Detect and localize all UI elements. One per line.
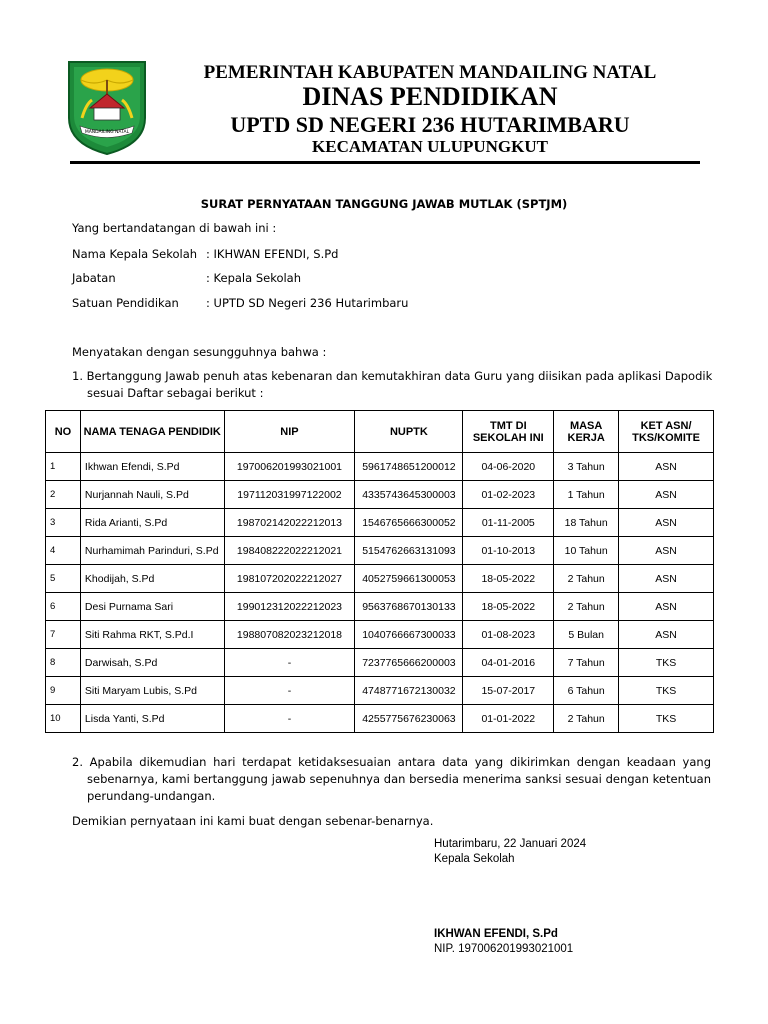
header-tmt: TMT DI SEKOLAH INI [463, 411, 554, 453]
cell-nama: Desi Purnama Sari [80, 593, 224, 621]
cell-tmt: 18-05-2022 [463, 565, 554, 593]
cell-nip: 198107202022212027 [224, 565, 355, 593]
cell-nuptk: 9563768670130133 [355, 593, 463, 621]
cell-masa: 5 Bulan [554, 621, 619, 649]
table-row [46, 705, 714, 733]
cell-masa: 7 Tahun [554, 649, 619, 677]
point-1-line-2: sesuai Daftar sebagai berikut : [87, 386, 264, 400]
cell-nama: Rida Arianti, S.Pd [80, 509, 224, 537]
document-title: SURAT PERNYATAAN TANGGUNG JAWAB MUTLAK (SPTJM) [200, 197, 568, 211]
cell-masa: 2 Tahun [554, 705, 619, 733]
table-body [46, 453, 714, 733]
cell-nuptk: 5154762663131093 [355, 537, 463, 565]
signature-place-date: Hutarimbaru, 22 Januari 2024 [434, 838, 587, 850]
cell-nuptk: 1040766667300033 [355, 621, 463, 649]
cell-no: 9 [46, 677, 81, 705]
cell-ket: ASN [619, 537, 714, 565]
field-label-school: Satuan Pendidikan [72, 296, 179, 310]
cell-nip: - [224, 705, 355, 733]
cell-nuptk: 1546765666300052 [355, 509, 463, 537]
cell-nama: Nurjannah Nauli, S.Pd [80, 481, 224, 509]
cell-no: 6 [46, 593, 81, 621]
table-row [46, 509, 714, 537]
cell-tmt: 01-10-2013 [463, 537, 554, 565]
letterhead-school: UPTD SD NEGERI 236 HUTARIMBARU [230, 112, 630, 137]
table-header-row [46, 411, 714, 453]
signature-name: IKHWAN EFENDI, S.Pd [434, 928, 558, 940]
field-value-position: : Kepala Sekolah [206, 271, 302, 285]
cell-nip: - [224, 649, 355, 677]
cell-nama: Khodijah, S.Pd [80, 565, 224, 593]
table-row [46, 481, 714, 509]
cell-no: 5 [46, 565, 81, 593]
point-2-text: 2. Apabila dikemudian hari terdapat ketidaksesuaian antara data yang dikirimkan dengan keadaan yang sebenarnya, kami bertanggung jawab sepenuhnya dan bersedia menerima sanksi sesuai dengan ketentuan perundang-undangan. [72, 755, 711, 803]
cell-tmt: 01-02-2023 [463, 481, 554, 509]
header-nuptk: NUPTK [355, 411, 463, 453]
header-no: NO [46, 411, 81, 453]
cell-no: 1 [46, 453, 81, 481]
cell-tmt: 01-01-2022 [463, 705, 554, 733]
header-name: NAMA TENAGA PENDIDIK [80, 411, 224, 453]
letterhead-district: KECAMATAN ULUPUNGKUT [312, 137, 548, 156]
cell-ket: ASN [619, 565, 714, 593]
cell-no: 8 [46, 649, 81, 677]
cell-nip: 198807082023212018 [224, 621, 355, 649]
cell-masa: 6 Tahun [554, 677, 619, 705]
table-row [46, 677, 714, 705]
cell-ket: ASN [619, 593, 714, 621]
table-row [46, 649, 714, 677]
cell-nip: - [224, 677, 355, 705]
cell-nama: Ikhwan Efendi, S.Pd [80, 453, 224, 481]
cell-tmt: 01-08-2023 [463, 621, 554, 649]
cell-nuptk: 4255775676230063 [355, 705, 463, 733]
cell-ket: ASN [619, 453, 714, 481]
cell-masa: 1 Tahun [554, 481, 619, 509]
table-row [46, 621, 714, 649]
table-row [46, 593, 714, 621]
cell-no: 3 [46, 509, 81, 537]
intro-text: Yang bertandatangan di bawah ini : [72, 221, 277, 235]
cell-nama: Lisda Yanti, S.Pd [80, 705, 224, 733]
header-status: KET ASN/ TKS/KOMITE [619, 411, 714, 453]
cell-nip: 197112031997122002 [224, 481, 355, 509]
field-label-name: Nama Kepala Sekolah [72, 247, 198, 261]
cell-masa: 18 Tahun [554, 509, 619, 537]
cell-no: 4 [46, 537, 81, 565]
header-nip: NIP [224, 411, 355, 453]
cell-nama: Darwisah, S.Pd [80, 649, 224, 677]
closing-text: Demikian pernyataan ini kami buat dengan sebenar-benarnya. [72, 814, 434, 828]
cell-tmt: 04-01-2016 [463, 649, 554, 677]
cell-ket: ASN [619, 621, 714, 649]
cell-masa: 10 Tahun [554, 537, 619, 565]
cell-nip: 198702142022212013 [224, 509, 355, 537]
cell-nip: 199012312022212023 [224, 593, 355, 621]
cell-nama: Nurhamimah Parinduri, S.Pd [80, 537, 224, 565]
cell-nip: 197006201993021001 [224, 453, 355, 481]
letterhead-divider [70, 161, 700, 164]
logo-caption: MANDAILING NATAL [84, 130, 130, 135]
cell-masa: 3 Tahun [554, 453, 619, 481]
signature-nip: NIP. 197006201993021001 [434, 943, 574, 955]
cell-ket: TKS [619, 705, 714, 733]
table-row [46, 537, 714, 565]
table-row [46, 453, 714, 481]
field-label-position: Jabatan [72, 271, 116, 285]
letterhead-government: PEMERINTAH KABUPATEN MANDAILING NATAL [203, 62, 657, 83]
cell-tmt: 15-07-2017 [463, 677, 554, 705]
cell-tmt: 01-11-2005 [463, 509, 554, 537]
signature-position: Kepala Sekolah [434, 853, 515, 865]
cell-nama: Siti Maryam Lubis, S.Pd [80, 677, 224, 705]
cell-ket: ASN [619, 509, 714, 537]
cell-ket: ASN [619, 481, 714, 509]
cell-tmt: 04-06-2020 [463, 453, 554, 481]
cell-nuptk: 4748771672130032 [355, 677, 463, 705]
cell-nuptk: 7237765666200003 [355, 649, 463, 677]
table-row [46, 565, 714, 593]
cell-no: 10 [46, 705, 81, 733]
cell-ket: TKS [619, 677, 714, 705]
cell-masa: 2 Tahun [554, 593, 619, 621]
cell-nuptk: 4335743645300003 [355, 481, 463, 509]
cell-ket: TKS [619, 649, 714, 677]
cell-nip: 198408222022212021 [224, 537, 355, 565]
header-tenure: MASA KERJA [554, 411, 619, 453]
cell-no: 7 [46, 621, 81, 649]
cell-masa: 2 Tahun [554, 565, 619, 593]
cell-nuptk: 5961748651200012 [355, 453, 463, 481]
field-value-name: : IKHWAN EFENDI, S.Pd [206, 247, 339, 261]
cell-nuptk: 4052759661300053 [355, 565, 463, 593]
cell-no: 2 [46, 481, 81, 509]
staff-table [45, 410, 714, 733]
regency-emblem-icon [66, 56, 148, 156]
cell-tmt: 18-05-2022 [463, 593, 554, 621]
letterhead-agency: DINAS PENDIDIKAN [302, 82, 558, 111]
field-value-school: : UPTD SD Negeri 236 Hutarimbaru [206, 296, 409, 310]
point-1-line-1: 1. Bertanggung Jawab penuh atas kebenaran dan kemutakhiran data Guru yang diisikan pada aplikasi Dapodik [72, 369, 713, 383]
cell-nama: Siti Rahma RKT, S.Pd.I [80, 621, 224, 649]
declaration-text: Menyatakan dengan sesungguhnya bahwa : [72, 345, 327, 359]
